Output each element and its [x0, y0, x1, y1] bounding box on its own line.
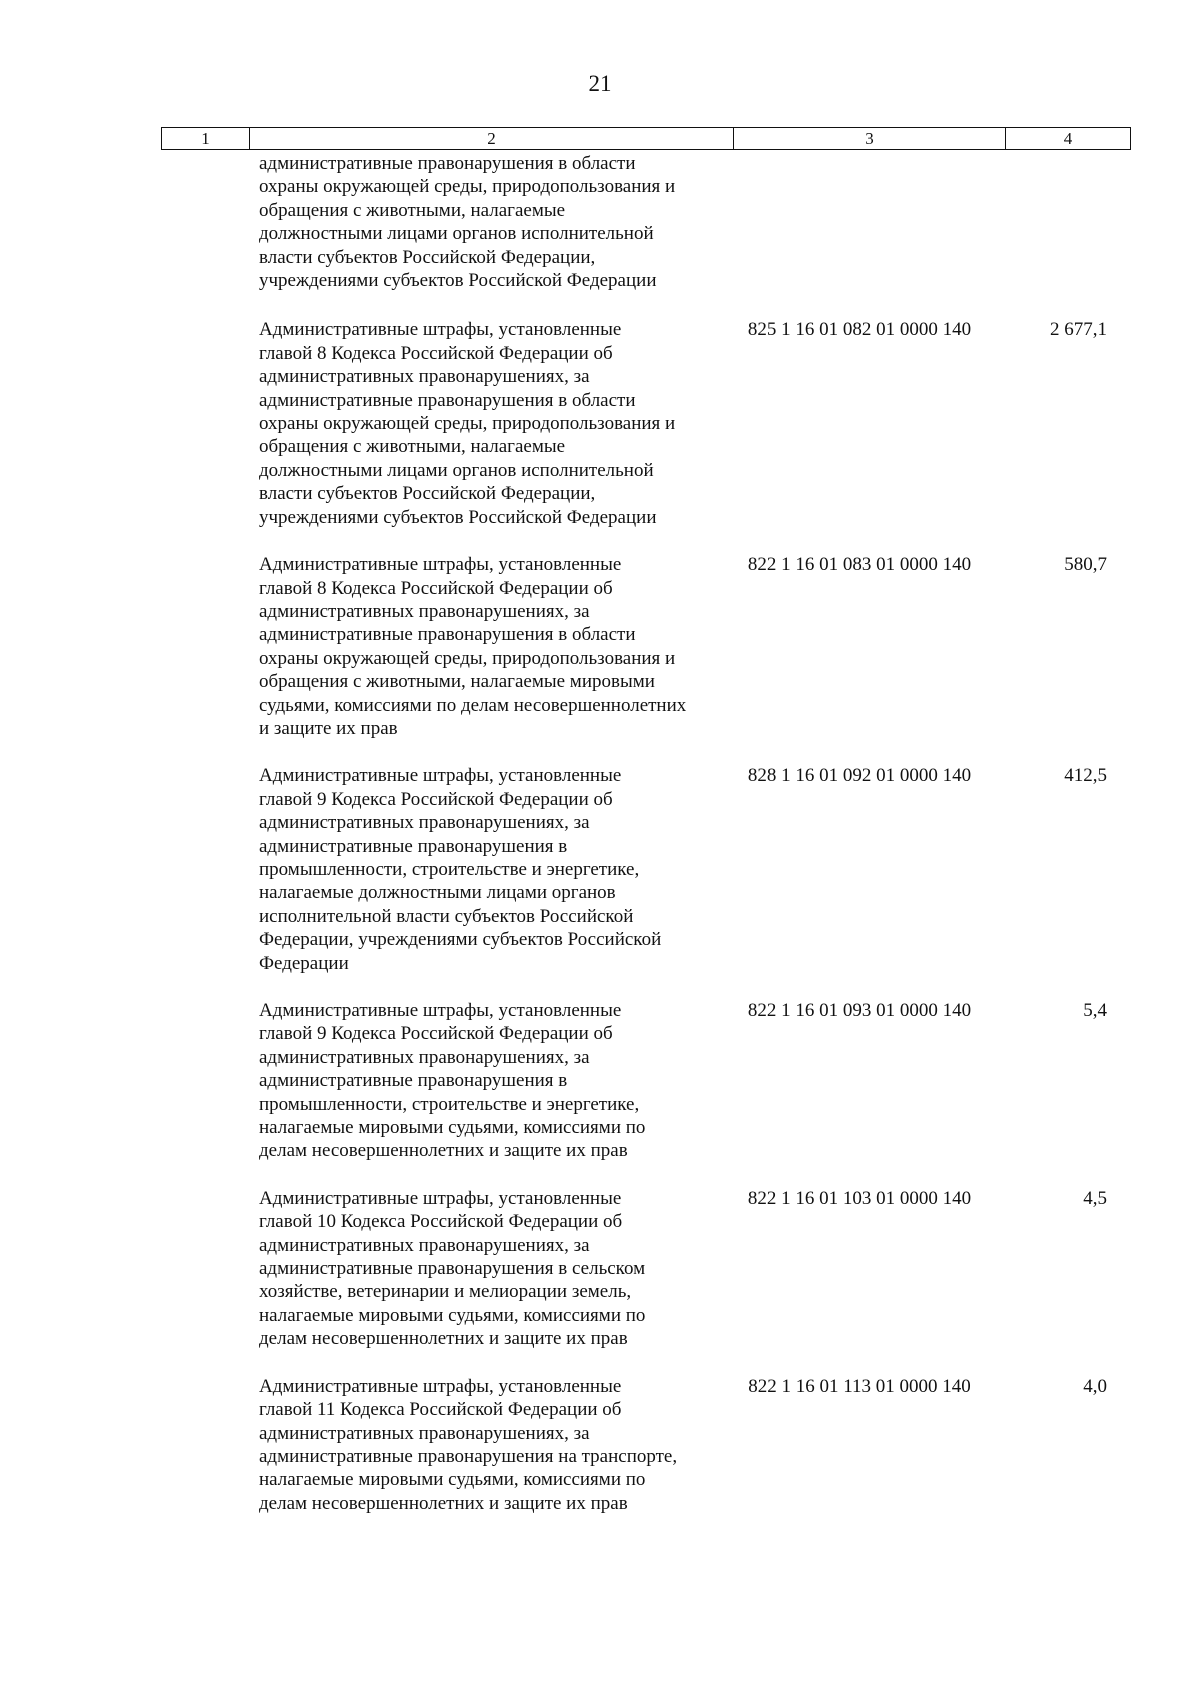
budget-code-cell: 822 1 16 01 103 01 0000 140	[747, 1187, 972, 1209]
budget-code-cell: 822 1 16 01 093 01 0000 140	[747, 1000, 972, 1021]
table-row	[161, 1375, 1126, 1515]
page-number: 21	[588, 71, 612, 96]
revenue-name-cell: административные правонарушения в области охраны окружающей среды, природопользования и обращения с животными, налагаемые должностными лицами органов исполнительной власти субъектов Российской Федерации, учреждениями субъектов Российской Федерации	[259, 153, 676, 292]
amount-cell: 5,4	[1083, 1000, 1107, 1021]
revenue-name-cell: Административные штрафы, установленные главой 9 Кодекса Российской Федерации об административных правонарушениях, за административные правонарушения в промышленности, строительстве и энергетике, налагаемые должностными лицами органов исполнительной власти субъектов Российской Федерации, учреждениями субъектов Российской Федерации	[259, 765, 662, 974]
column-header-4: 4	[1006, 128, 1131, 150]
amount-cell: 2 677,1	[1050, 319, 1107, 341]
amount-cell: 580,7	[1064, 554, 1107, 576]
table-row	[161, 553, 1126, 740]
table-row	[161, 764, 1126, 975]
revenue-name-cell: Административные штрафы, установленные главой 10 Кодекса Российской Федерации об административных правонарушениях, за административные правонарушения в сельском хозяйстве, ветеринарии и мелиорации земель, налагаемые мировыми судьями, комиссиями по делам несовершеннолетних и защите их прав	[259, 1187, 646, 1350]
amount-cell: 4,5	[1083, 1187, 1107, 1209]
budget-code-cell: 822 1 16 01 113 01 0000 140	[748, 1375, 971, 1397]
column-header-table	[161, 127, 1131, 150]
column-header-1: 1	[162, 128, 250, 150]
budget-code-cell: 825 1 16 01 082 01 0000 140	[747, 319, 972, 341]
revenue-name-cell: Административные штрафы, установленные главой 8 Кодекса Российской Федерации об административных правонарушениях, за административные правонарушения в области охраны окружающей среды, природопользования и обращения с животными, налагаемые мировыми судьями, комиссиями по делам несовершеннолетних и защите их прав	[259, 554, 687, 739]
column-header-row	[162, 128, 1131, 150]
table-row	[161, 999, 1126, 1163]
revenue-name-cell: Административные штрафы, установленные главой 9 Кодекса Российской Федерации об административных правонарушениях, за административные правонарушения в промышленности, строительстве и энергетике, налагаемые мировыми судьями, комиссиями по делам несовершеннолетних и защите их прав	[259, 1000, 646, 1162]
table-row	[161, 152, 1126, 292]
column-header-2: 2	[250, 128, 734, 150]
column-header-3: 3	[734, 128, 1006, 150]
amount-cell: 412,5	[1064, 765, 1107, 787]
budget-code-cell: 828 1 16 01 092 01 0000 140	[747, 765, 972, 787]
revenue-name-cell: Административные штрафы, установленные главой 11 Кодекса Российской Федерации об административных правонарушениях, за административные правонарушения на транспорте, налагаемые мировыми судьями, комиссиями по делам несовершеннолетних и защите их прав	[259, 1375, 678, 1514]
table-row	[161, 318, 1126, 529]
table-body	[161, 152, 1126, 1539]
budget-code-cell: 822 1 16 01 083 01 0000 140	[747, 554, 972, 576]
revenue-name-cell: Административные штрафы, установленные главой 8 Кодекса Российской Федерации об административных правонарушениях, за административные правонарушения в области охраны окружающей среды, природопользования и обращения с животными, налагаемые должностными лицами органов исполнительной власти субъектов Российской Федерации, учреждениями субъектов Российской Федерации	[259, 319, 676, 528]
amount-cell: 4,0	[1083, 1375, 1107, 1397]
table-row	[161, 1187, 1126, 1351]
